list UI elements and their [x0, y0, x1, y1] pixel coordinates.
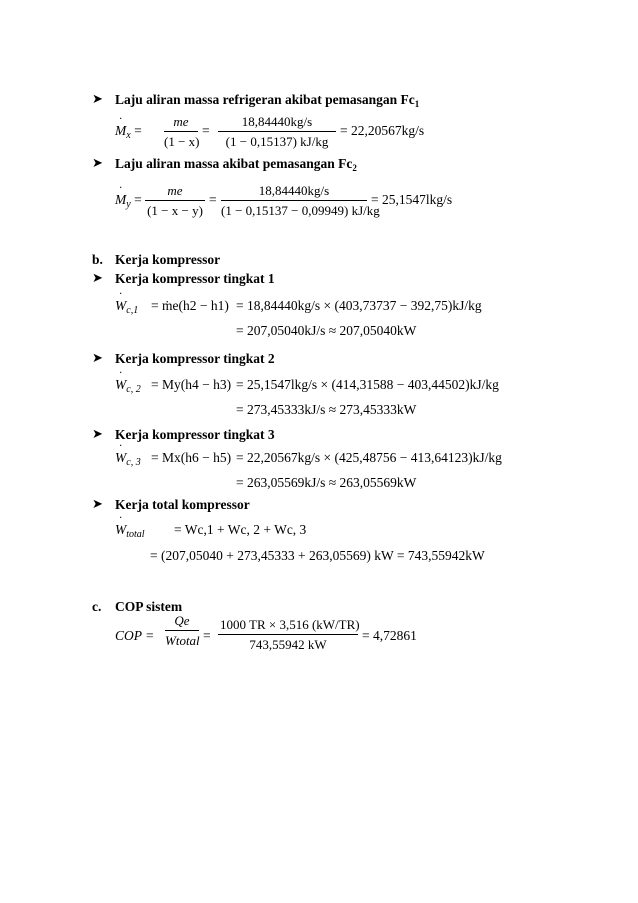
- eq-w2-line2: = 273,45333kJ/s ≈ 273,45333kW: [236, 402, 417, 417]
- eq-mx-equals: =: [202, 123, 210, 138]
- eq-wtotal-lhs: ˙ $W_{total}$: [115, 522, 145, 540]
- eq-mx-result: = 22,20567kg/s: [340, 123, 425, 138]
- heading-work-total: Kerja total kompressor: [115, 497, 250, 512]
- eq-cop-lhs: COP =: [115, 628, 155, 643]
- eq-my-frac1: $\frac{me}{(1 - x - y)}$: [145, 183, 205, 219]
- heading-work-2: Kerja kompressor tingkat 2: [115, 351, 275, 366]
- eq-w3-line1: = 22,20567kg/s × (425,48756 − 413,64123)kJ/kg: [236, 450, 502, 465]
- eq-w2-line1: = 25,1547lkg/s × (414,31588 − 403,44502)kJ/kg: [236, 377, 499, 392]
- eq-wtotal-line2: = (207,05040 + 273,45333 + 263,05569) kW = 743,55942kW: [150, 548, 485, 563]
- eq-mx-frac1: $\frac{me}{(1 - x)}$: [164, 114, 200, 149]
- section-c-label: c.: [92, 599, 102, 614]
- heading-work-3: Kerja kompressor tingkat 3: [115, 427, 275, 442]
- eq-w2-expr: = My(h4 − h3): [151, 377, 232, 392]
- section-b-title: Kerja kompressor: [115, 252, 221, 267]
- arrow-bullet-icon: ➤: [92, 155, 103, 170]
- heading-massflow-fc1: Laju aliran massa refrigeran akibat pemasangan $Fc_1$: [115, 92, 420, 109]
- eq-w1-lhs: ˙ $W_{c,1}$: [115, 298, 138, 316]
- eq-my-equals: =: [209, 192, 217, 207]
- eq-my-result: = 25,1547lkg/s: [371, 192, 453, 207]
- eq-mx-lhs: ˙ $M_x$ =: [115, 123, 142, 141]
- eq-mx-frac2: $\frac{18,84440kg/s}{(1 - 0,15137) kJ/kg}$: [218, 114, 336, 150]
- eq-my-lhs: ˙ $M_y$ =: [115, 192, 142, 210]
- eq-w1-line1: = 18,84440kg/s × (403,73737 − 392,75)kJ/kg: [236, 298, 482, 313]
- eq-cop-frac1: Qe Wtotal: [165, 613, 200, 648]
- eq-my-frac2: $\frac{18,84440kg/s}{(1 - 0,15137 - 0,09949) kJ/kg}$: [221, 183, 380, 218]
- arrow-bullet-icon: ➤: [92, 426, 103, 441]
- eq-wtotal-expr: = Wc,1 + Wc, 2 + Wc, 3: [174, 522, 307, 537]
- eq-w1-line2: = 207,05040kJ/s ≈ 207,05040kW: [236, 323, 417, 338]
- eq-w3-lhs: ˙ $W_{c, 3}$: [115, 450, 141, 468]
- arrow-bullet-icon: ➤: [92, 496, 103, 511]
- eq-w2-lhs: ˙ $W_{c, 2}$: [115, 377, 141, 395]
- eq-cop-equals: =: [203, 628, 211, 643]
- eq-w1-expr: = ṁe(h2 − h1): [151, 298, 229, 313]
- eq-w3-expr: = Mx(h6 − h5): [151, 450, 232, 465]
- heading-massflow-fc2: Laju aliran massa akibat pemasangan $Fc_2$: [115, 156, 357, 173]
- arrow-bullet-icon: ➤: [92, 91, 103, 106]
- eq-cop-frac2: $\frac{1000 TR \times 3,516 (kW/TR)}{743,55942 kW}$: [220, 617, 360, 652]
- section-b-label: b.: [92, 252, 103, 267]
- section-c-title: COP sistem: [115, 599, 183, 614]
- heading-work-1: Kerja kompressor tingkat 1: [115, 271, 275, 286]
- arrow-bullet-icon: ➤: [92, 270, 103, 285]
- eq-w3-line2: = 263,05569kJ/s ≈ 263,05569kW: [236, 475, 417, 490]
- eq-cop-result: = 4,72861: [362, 628, 417, 643]
- arrow-bullet-icon: ➤: [92, 350, 103, 365]
